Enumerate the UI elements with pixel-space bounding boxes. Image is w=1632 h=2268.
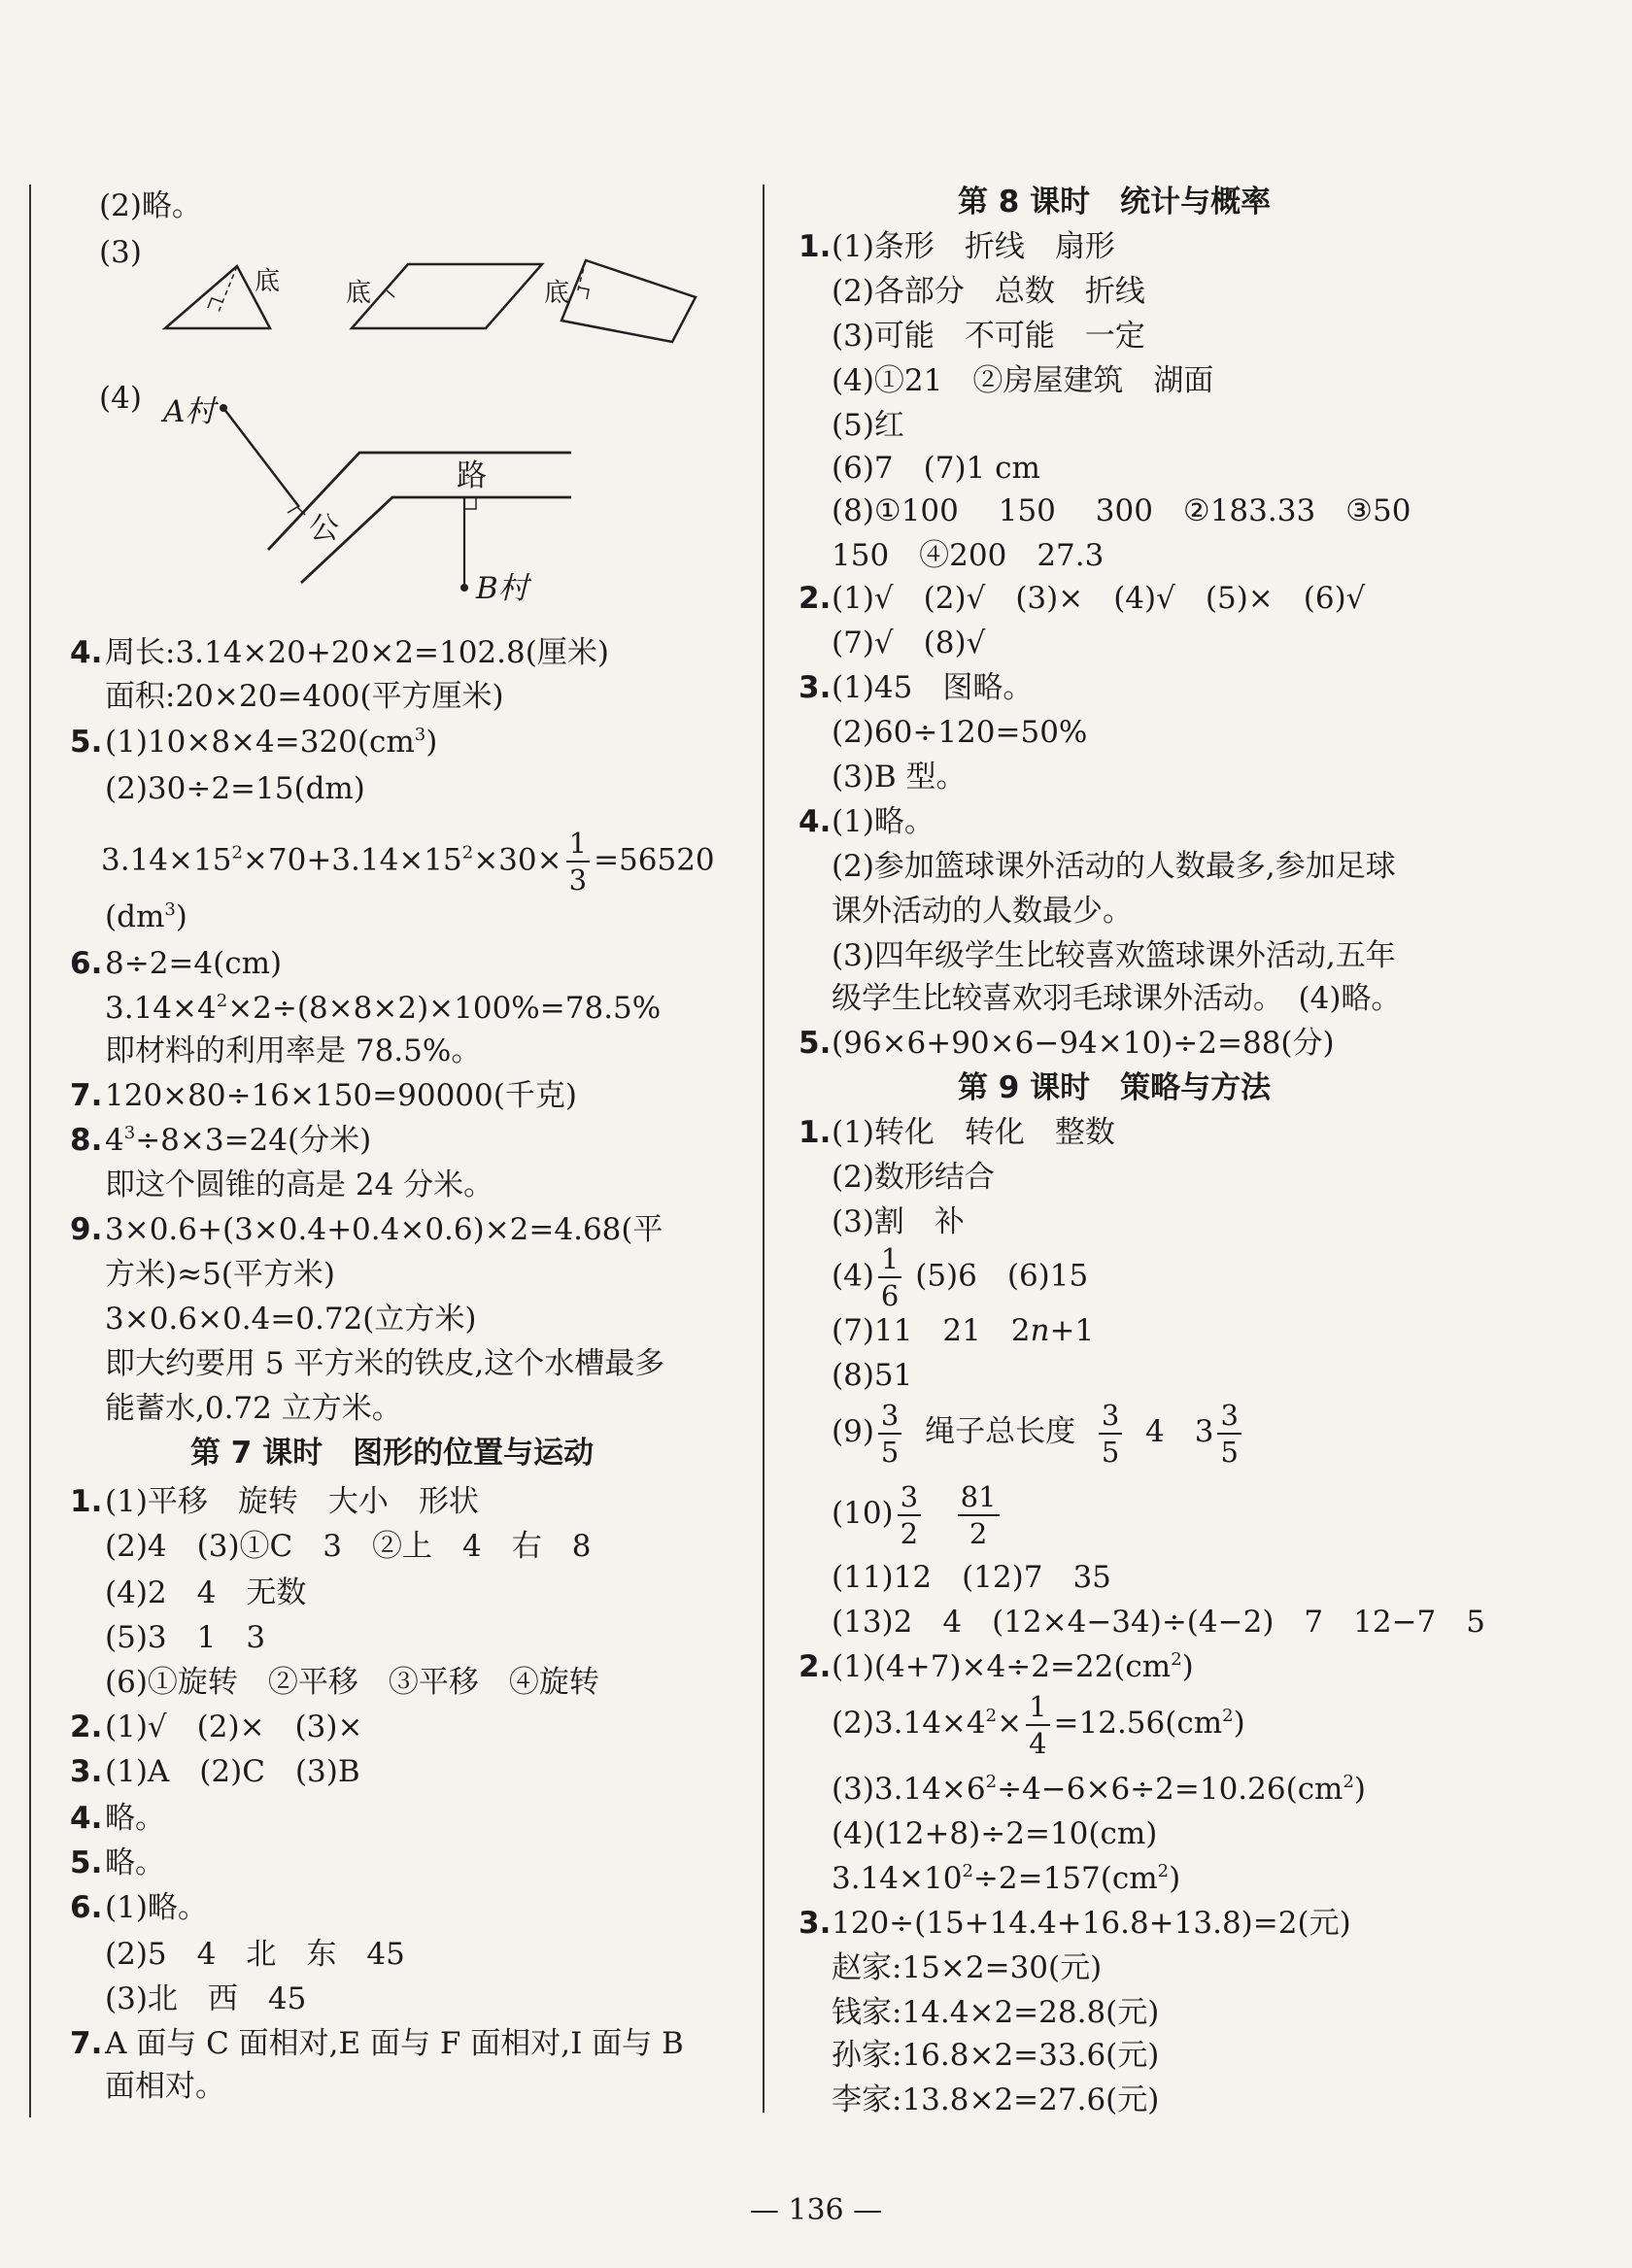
fig4-road-label: 路	[457, 458, 487, 493]
question-number: 3.	[70, 1754, 103, 1789]
fig3-label-b: 底	[346, 279, 372, 308]
question-number: 2.	[70, 1709, 103, 1744]
answer-line: (2)30÷2=15(dm)	[105, 771, 365, 806]
answer-line: 赵家:15×2=30(元)	[832, 1950, 1103, 1985]
answer-part: (4)	[832, 1258, 874, 1294]
fraction-numerator: 1	[566, 826, 590, 863]
question-number: 1.	[799, 229, 832, 264]
answer-line: (1)√ (2)√ (3)× (4)√ (5)× (6)√	[832, 581, 1366, 616]
fraction-denominator: 5	[880, 1435, 900, 1469]
answer-line: 120×80÷16×150=90000(千克)	[105, 1078, 577, 1113]
answer-line: 面相对。	[105, 2069, 225, 2104]
fraction-numerator: 3	[878, 1398, 901, 1435]
question-number: 7.	[70, 1078, 103, 1113]
answer-line: 即大约要用 5 平方米的铁皮,这个水槽最多	[105, 1346, 665, 1381]
answer-line: (3)北 西 45	[105, 1981, 307, 2016]
answer-line: 钱家:14.4×2=28.8(元)	[832, 1995, 1160, 2030]
question-number: 6.	[70, 1890, 103, 1925]
answer-line: (4)(12+8)÷2=10(cm)	[832, 1816, 1158, 1851]
question-number: 9.	[70, 1212, 103, 1247]
answer-line: (1)√ (2)× (3)×	[105, 1709, 363, 1744]
figure-heights	[0, 0, 767, 602]
answer-line: 级学生比较喜欢羽毛球课外活动。 (4)略。	[832, 981, 1402, 1016]
answer-part: (10)	[832, 1496, 894, 1531]
answer-line: (1)A (2)C (3)B	[105, 1754, 360, 1789]
answer-part: (5)6 (6)15	[915, 1258, 1089, 1294]
fraction-denominator: 4	[1029, 1726, 1047, 1760]
answer-line: (2)5 4 北 东 45	[105, 1937, 405, 1972]
question-number: 4.	[70, 1801, 103, 1836]
answer-line: (5)红	[832, 408, 904, 443]
fraction-denominator: 5	[1101, 1435, 1120, 1469]
fraction-numerator: 3	[898, 1479, 921, 1516]
answer-line: $3.14\times 10^2\div 2=157(cm^2)$	[832, 1861, 1181, 1896]
question-number: 5.	[799, 1026, 832, 1061]
answer-line: (5)3 1 3	[105, 1620, 266, 1655]
question-number: 4.	[799, 804, 832, 839]
page-number: — 136 —	[749, 2193, 883, 2227]
answer-line: (2)4 (3)①C 3 ②上 4 右 8	[105, 1529, 592, 1564]
question-number: 5.	[70, 1845, 103, 1880]
answer-line: (1)转化 转化 整数	[832, 1115, 1115, 1150]
answer-part: (9)	[832, 1414, 874, 1449]
answer-line: 3×0.6+(3×0.4+0.4×0.6)×2=4.68(平	[105, 1212, 663, 1247]
question-number: 2.	[799, 581, 832, 616]
question-number: 8.	[70, 1123, 103, 1158]
answer-line: (2)60÷120=50%	[832, 715, 1088, 750]
question-number: 7.	[70, 2026, 103, 2061]
answer-line: 即材料的利用率是 78.5%。	[105, 1033, 482, 1068]
answer-line: (11)12 (12)7 35	[832, 1560, 1111, 1595]
fraction-numerator: 3	[1099, 1398, 1122, 1435]
answer-line: (3)四年级学生比较喜欢篮球课外活动,五年	[832, 938, 1396, 973]
answer-line: 略。	[105, 1845, 165, 1880]
question-number: 2.	[799, 1649, 832, 1684]
answer-line: (1)条形 折线 扇形	[832, 229, 1115, 264]
fraction-numerator: 81	[958, 1479, 1000, 1516]
answer-line: (4)2 4 无数	[105, 1575, 307, 1610]
answer-line: A 面与 C 面相对,E 面与 F 面相对,I 面与 B	[105, 2026, 684, 2061]
section-heading: 第 9 课时 策略与方法	[958, 1070, 1272, 1105]
answer-line: (2)参加篮球课外活动的人数最多,参加足球	[832, 849, 1396, 884]
question-number: 1.	[70, 1484, 103, 1519]
answer-line: $3.14\times 4^2\times 2\div(8\times 8\times 2)\times 100\%=78.5\%$	[105, 991, 662, 1026]
fig4-road-label: 公	[309, 511, 339, 546]
question-number: 5.	[70, 725, 103, 760]
answer-line: (6)①旋转 ②平移 ③平移 ④旋转	[105, 1665, 599, 1700]
answer-line: (1)略。	[832, 804, 935, 839]
left-line: (4)	[99, 381, 142, 416]
answer-line: (8)51	[832, 1358, 913, 1393]
question-number: 3.	[799, 1906, 832, 1941]
answer-line: $(3)3.14\times 6^2\div 4-6\times 6\div 2=10.26(cm^2)$	[832, 1772, 1367, 1807]
fig3-label-a: 底	[255, 267, 281, 296]
question-number: 3.	[799, 670, 832, 705]
fig4-village-a: A村	[163, 394, 216, 429]
answer-line: (7)√ (8)√	[832, 626, 986, 660]
answer-line: 120÷(15+14.4+16.8+13.8)=2(元)	[832, 1906, 1351, 1941]
question-number: 1.	[799, 1115, 832, 1150]
question-number: 4.	[70, 635, 103, 670]
answer-line: (3)割 补	[832, 1204, 965, 1239]
answer-line: (3)可能 不可能 一定	[832, 319, 1145, 354]
answer-line: $(dm^3)$	[105, 899, 187, 934]
fraction-denominator: 6	[880, 1279, 900, 1312]
answer-line: (3)B 型。	[832, 760, 967, 795]
answer-line: 孙家:16.8×2=33.6(元)	[832, 2038, 1160, 2073]
answer-line: (13)2 4 (12×4−34)÷(4−2) 7 12−7 5	[832, 1605, 1486, 1640]
answer-line: 课外活动的人数最少。	[832, 894, 1133, 929]
answer-line: (1)略。	[105, 1890, 208, 1925]
answer-line: (1)平移 旋转 大小 形状	[105, 1484, 479, 1519]
answer-line-fraction: $(2)3.14\times 4^2\times$ $\frac{1}{4}$ $=12.56(cm^2)$	[832, 1689, 1245, 1760]
answer-line: 方米)≈5(平方米)	[105, 1257, 335, 1292]
fraction-denominator: 5	[1220, 1435, 1239, 1469]
left-line: (2)略。	[99, 188, 202, 223]
answer-line: (2)数形结合	[832, 1160, 995, 1195]
answer-line: 李家:13.8×2=27.6(元)	[832, 2082, 1160, 2117]
answer-line: 周长:3.14×20+20×2=102.8(厘米)	[105, 635, 609, 670]
answer-line-fraction	[832, 1476, 1003, 1551]
answer-line: (96×6+90×6−94×10)÷2=88(分)	[832, 1026, 1335, 1061]
answer-line: (2)各部分 总数 折线	[832, 274, 1145, 309]
answer-line: (7)11 21 2n+1	[832, 1313, 1095, 1348]
answer-line-fraction: $3.14\times 15^2\times 70+3.14\times 15^2\times 30\times$ $\frac{1}{3}$ =56520	[101, 827, 715, 897]
answer-line-fraction	[832, 1395, 1245, 1470]
answer-line-fraction	[832, 1241, 1088, 1313]
left-line: (3)	[99, 235, 142, 270]
fig4-village-b: B村	[476, 571, 528, 606]
section-heading: 第 7 课时 图形的位置与运动	[190, 1436, 595, 1471]
answer-line: 即这个圆锥的高是 24 分米。	[105, 1168, 494, 1202]
answer-line: $4^3\div 8\times 3=24$(分米)	[105, 1123, 372, 1158]
fraction-numerator: 1	[1026, 1689, 1049, 1726]
answer-line: (4)①21 ②房屋建筑 湖面	[832, 363, 1214, 398]
answer-part: 绳子总长度	[925, 1414, 1076, 1449]
answer-line: 面积:20×20=400(平方厘米)	[105, 679, 504, 714]
answer-part: 4 3	[1144, 1414, 1214, 1449]
answer-line: (1)45 图略。	[832, 670, 1034, 705]
answer-line: 8÷2=4(cm)	[105, 946, 283, 981]
question-number: 6.	[70, 946, 103, 981]
fraction-denominator: 2	[969, 1516, 988, 1550]
answer-line: $(1)(4+7)\times 4\div 2=22(cm^2)$	[832, 1649, 1194, 1684]
section-heading: 第 8 课时 统计与概率	[958, 185, 1272, 220]
fraction-numerator: 1	[878, 1241, 901, 1278]
fraction-numerator: 3	[1217, 1398, 1241, 1435]
answer-line: $(1)10\times 8\times 4=320(cm^3)$	[105, 725, 438, 760]
answer-line: 3×0.6×0.4=0.72(立方米)	[105, 1302, 477, 1337]
answer-line: 略。	[105, 1801, 165, 1836]
answer-line: (8)①100 150 300 ②183.33 ③50	[832, 493, 1411, 528]
answer-line: 150 ④200 27.3	[832, 538, 1105, 573]
fraction-denominator: 3	[568, 863, 588, 897]
answer-line: 能蓄水,0.72 立方米。	[105, 1391, 402, 1426]
answer-line: (6)7 (7)1 cm	[832, 451, 1040, 486]
fraction-denominator: 2	[900, 1516, 919, 1550]
fig3-label-c: 底	[544, 279, 570, 308]
